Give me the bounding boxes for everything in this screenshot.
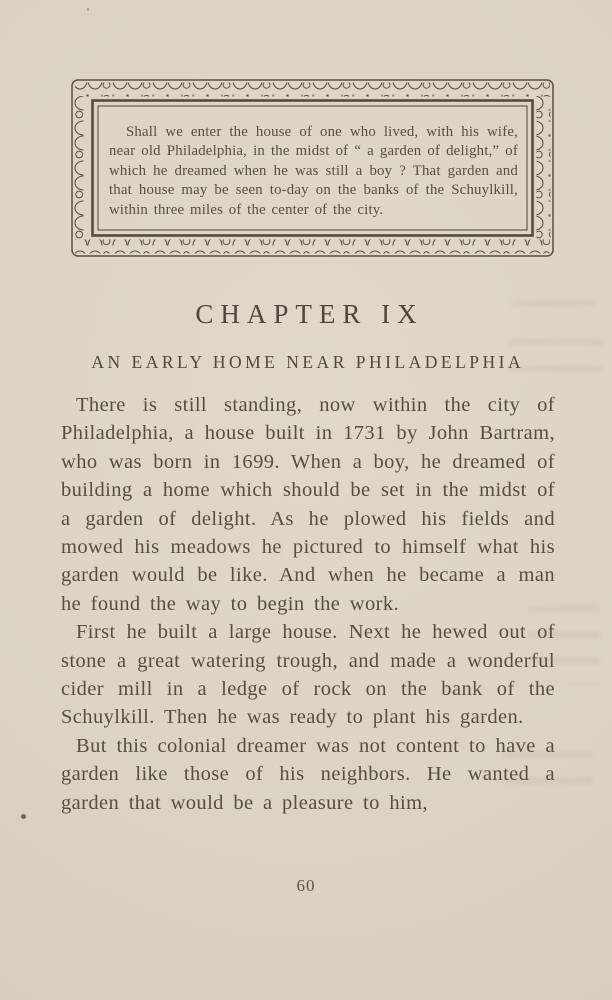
paragraph: There is still standing, now within the city of Philadelphia, a house built in 1731 by John Bartram, who was born in 1699. When a boy, he dreamed of building a home which should be set in the midst of a garden of delight. As he plowed his fields and mowed his meadows he pictured to himself what his garden would be like. And when he became a man he found the way to begin the work. (61, 394, 555, 615)
page-number: 60 (296, 876, 316, 895)
ink-speck (87, 8, 89, 11)
ink-speck (21, 814, 26, 819)
epigraph-box (71, 79, 554, 257)
chapter-heading: CHAPTER IX (195, 299, 424, 329)
body-text (61, 391, 555, 817)
epigraph-text: Shall we enter the house of one who lived, with his wife, near old Philadelphia, in the midst of “ a garden of delight,” of which he dreamed when he was still a boy ? That garden and that house may be seen to-day on the banks of the Schuylkill, within three miles of the center of the city. (109, 123, 518, 218)
chapter-subtitle: AN EARLY HOME NEAR PHILADELPHIA (91, 352, 525, 372)
paragraph: But this colonial dreamer was not content to have a garden like those of his neighbors. He wanted a garden that would be a pleasure to him, (61, 734, 555, 814)
paragraph: First he built a large house. Next he hewed out of stone a great watering trough, and made a wonderful cider mill in a ledge of rock on the bank of the Schuylkill. Then he was ready to plant his garden. (61, 621, 555, 729)
